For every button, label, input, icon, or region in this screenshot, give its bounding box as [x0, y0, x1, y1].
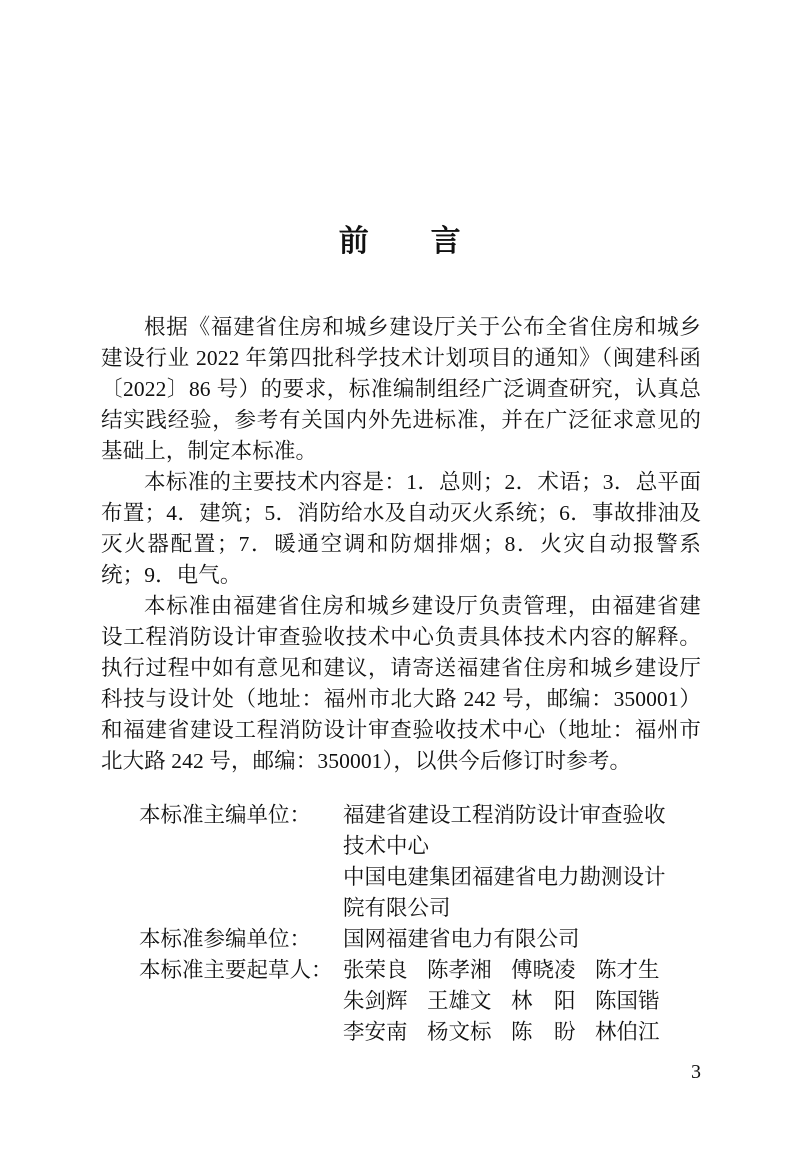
chief-editor-line: 中国电建集团福建省电力勘测设计 [343, 865, 666, 889]
credits-block [139, 800, 701, 1048]
chief-editor-label: 本标准主编单位： [139, 803, 312, 827]
drafter-name: 杨文标 [427, 1020, 492, 1044]
paragraph-basis: 根据《福建省住房和城乡建设厅关于公布全省住房和城乡建设行业 2022 年第四批科学技术计划项目的通知》（闽建科函〔2022〕86 号）的要求，标准编制组经广泛调查研究，认真总结实践经验，参考有关国内外先进标准，并在广泛征求意见的基础上，制定本标准。 [101, 315, 701, 463]
credit-row-drafters [139, 955, 701, 1048]
drafter-name: 林 阳 [511, 989, 576, 1013]
drafter-name: 陈才生 [595, 958, 660, 982]
chief-editor-line: 院有限公司 [343, 896, 451, 920]
drafter-name: 张荣良 [343, 958, 408, 982]
drafters-names-grid [343, 955, 701, 1048]
drafters-row [343, 955, 701, 986]
drafters-label: 本标准主要起草人： [139, 958, 333, 982]
drafter-name: 陈 盼 [511, 1020, 576, 1044]
participating-editor-line: 国网福建省电力有限公司 [343, 927, 580, 951]
chief-editor-values [343, 800, 701, 924]
chief-editor-line: 技术中心 [343, 834, 430, 858]
credit-row-participating-editor [139, 924, 701, 955]
participating-editor-label: 本标准参编单位： [139, 927, 312, 951]
drafters-row [343, 1017, 701, 1048]
credit-row-chief-editor [139, 800, 701, 924]
drafter-name: 陈国锴 [595, 989, 660, 1013]
body-text-column [101, 312, 701, 777]
page-number: 3 [691, 1061, 701, 1083]
drafter-name: 王雄文 [427, 989, 492, 1013]
drafter-name: 傅晓凌 [511, 958, 576, 982]
drafter-name: 朱剑辉 [343, 989, 408, 1013]
drafter-name: 李安南 [343, 1020, 408, 1044]
page-title: 前 言 [338, 225, 462, 258]
paragraph-administration: 本标准由福建省住房和城乡建设厅负责管理，由福建省建设工程消防设计审查验收技术中心负责具体技术内容的解释。执行过程中如有意见和建议，请寄送福建省住房和城乡建设厅科技与设计处（地址：福州市北大路 242 号，邮编：350001）和福建省建设工程消防设计审查验收技术中心（地址：福州市北大路 242 号，邮编：350001），以供今后修订时参考。 [101, 594, 701, 773]
drafter-name: 林伯江 [595, 1020, 660, 1044]
paragraph-technical-contents: 本标准的主要技术内容是：1．总则；2．术语；3．总平面布置；4．建筑；5．消防给水及自动灭火系统；6．事故排油及灭火器配置；7．暖通空调和防烟排烟；8．火灾自动报警系统；9．电气。 [101, 470, 701, 587]
chief-editor-line: 福建省建设工程消防设计审查验收 [343, 803, 666, 827]
drafters-row [343, 986, 701, 1017]
participating-editor-values [343, 924, 701, 955]
drafter-name: 陈孝湘 [427, 958, 492, 982]
